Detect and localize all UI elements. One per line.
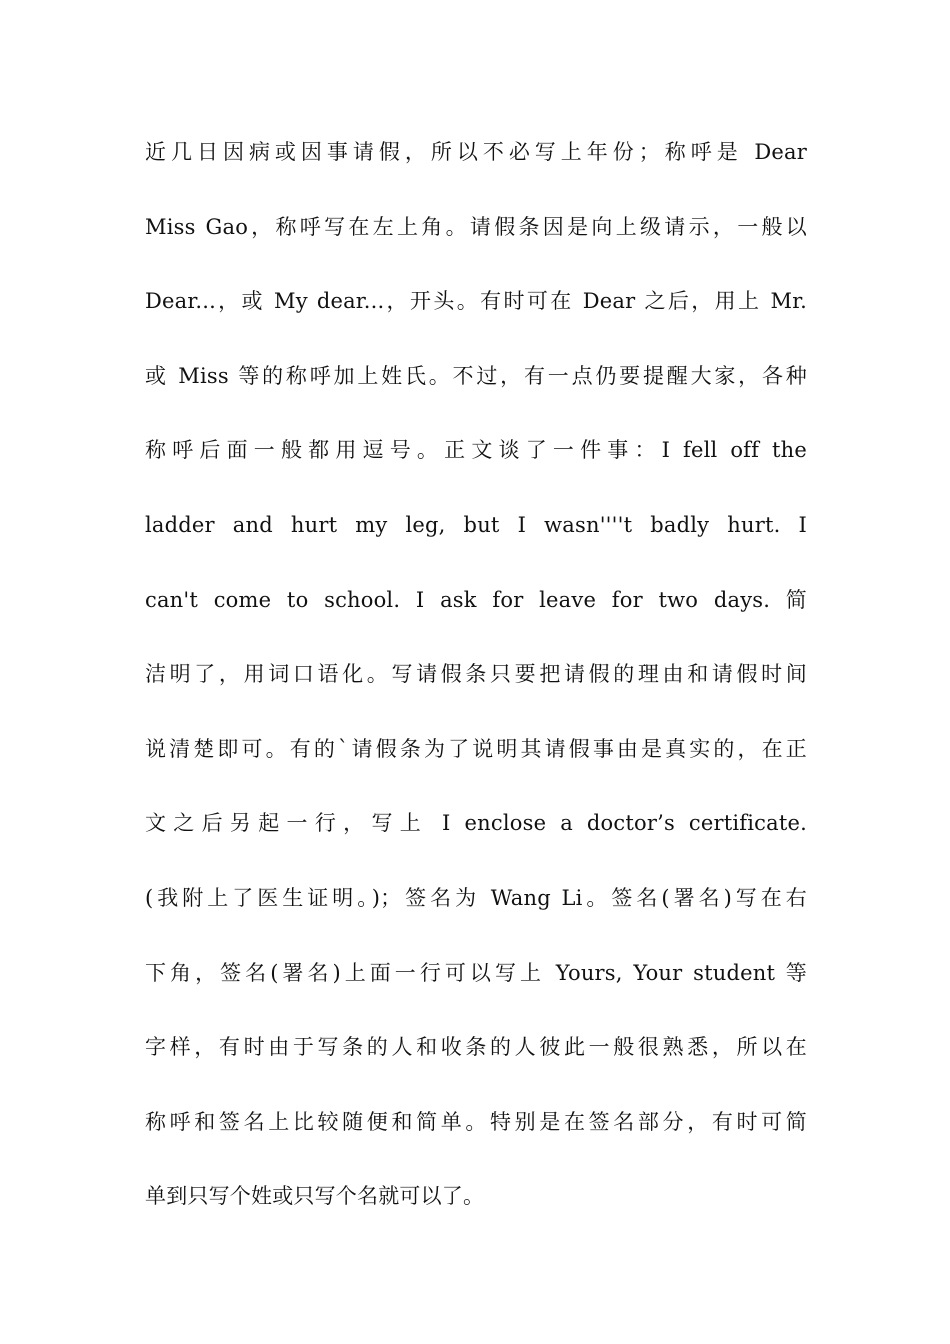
text-line-11: (我附上了医生证明。)；签名为 Wang Li。签名(署名)写在右 [145,885,807,910]
text-line-7: can't come to school. I ask for leave for two days. 简 [145,587,807,612]
text-line-15: 单到只写个姓或只写个名就可以了。 [145,1184,485,1209]
text-line-2: Miss Gao，称呼写在左上角。请假条因是向上级请示，一般以 [145,214,807,239]
text-line-8: 洁明了，用词口语化。写请假条只要把请假的理由和请假时间 [145,662,807,687]
text-line-3: Dear...，或 My dear...，开头。有时可在 Dear 之后，用上 Mr. [145,289,807,314]
text-line-10: 文之后另起一行，写上 I enclose a doctor’s certificate. [145,811,807,836]
text-line-14: 称呼和签名上比较随便和简单。特别是在签名部分，有时可简 [145,1109,807,1134]
text-line-12: 下角，签名(署名)上面一行可以写上 Yours, Your student 等 [145,960,807,985]
text-line-9: 说清楚即可。有的`请假条为了说明其请假事由是真实的，在正 [145,736,807,761]
text-line-4: 或 Miss 等的称呼加上姓氏。不过，有一点仍要提醒大家，各种 [145,363,807,388]
body-paragraph [145,130,807,1249]
text-line-5: 称呼后面一般都用逗号。正文谈了一件事：I fell off the [145,438,807,463]
text-line-1: 近几日因病或因事请假，所以不必写上年份；称呼是 Dear [145,140,807,164]
text-line-6: ladder and hurt my leg, but I wasn''''t badly hurt. I [145,512,807,537]
text-line-13: 字样，有时由于写条的人和收条的人彼此一般很熟悉，所以在 [145,1035,807,1060]
